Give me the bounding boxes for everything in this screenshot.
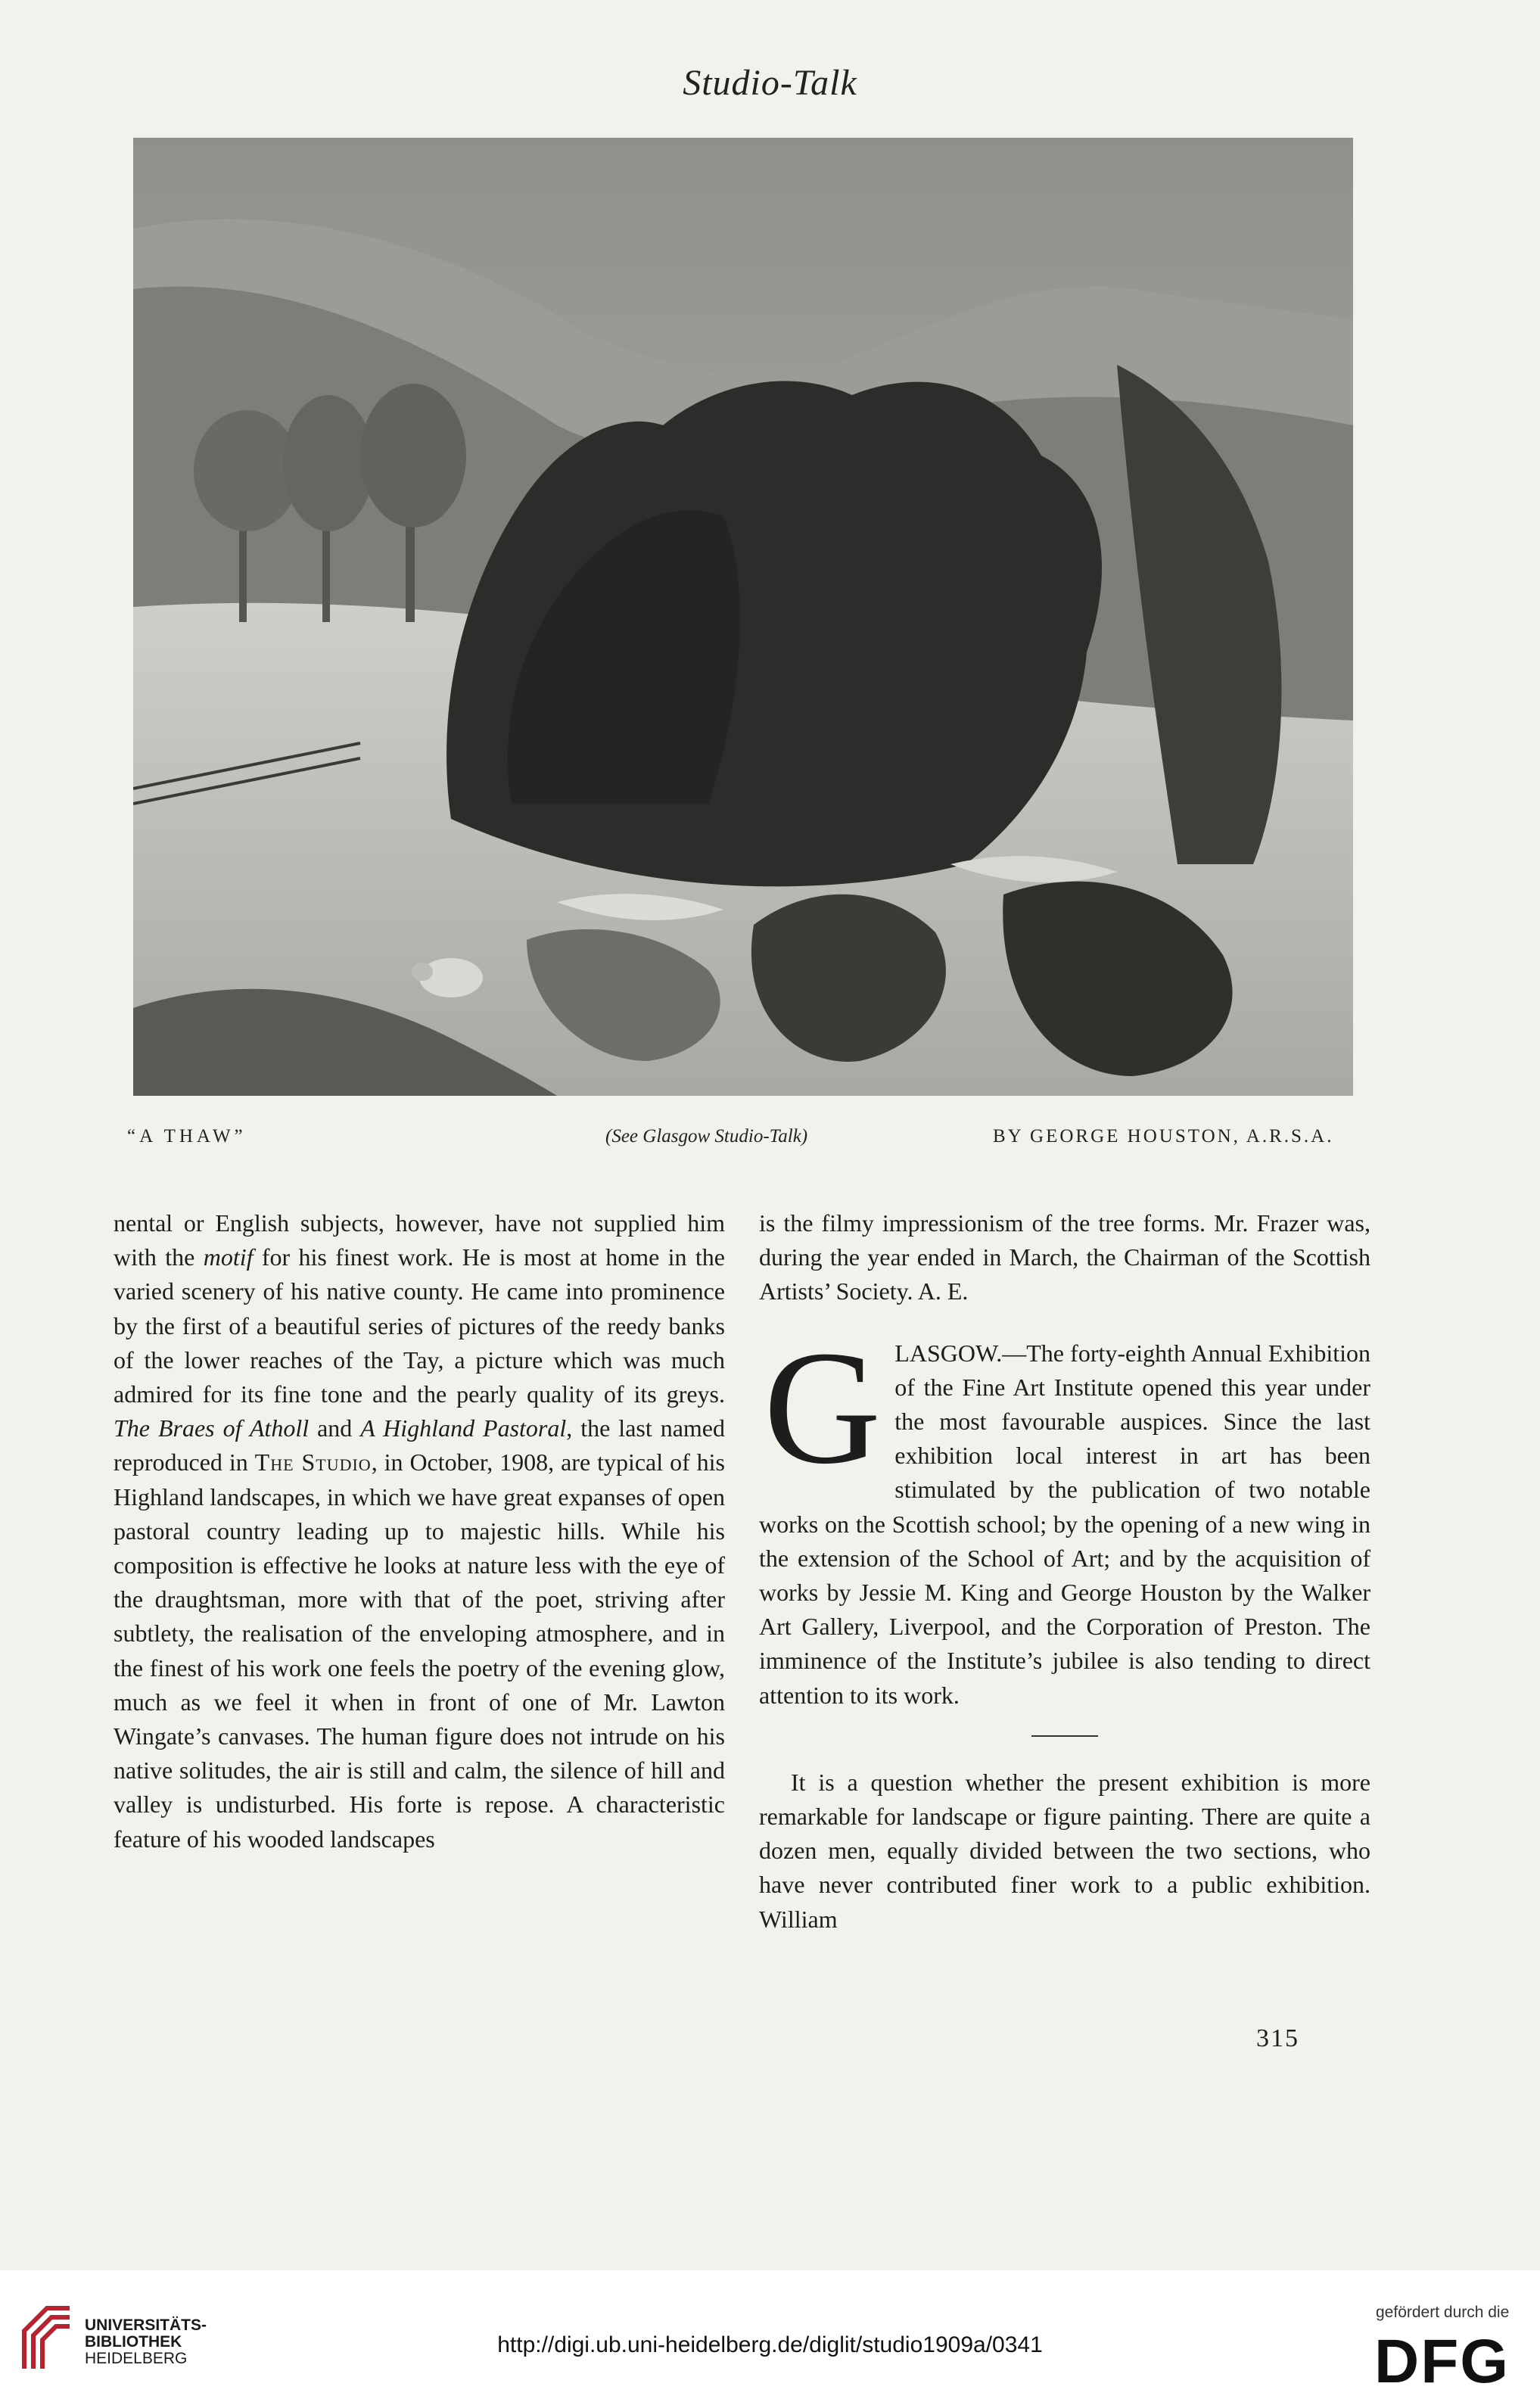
right-text-column — [759, 1206, 1370, 1937]
page-number: 315 — [1256, 2024, 1299, 2052]
dfg-logo: DFG — [1374, 2327, 1510, 2396]
section-divider — [1031, 1735, 1098, 1737]
plate-cross-reference: (See Glasgow Studio-Talk) — [605, 1126, 808, 1147]
landscape-plate-image — [133, 138, 1353, 1096]
right-paragraph-closing: is the filmy impressionism of the tree forms. Mr. Frazer was, during the year ended in March, the Chairman of the Scottish Artists’ Society. A. E. — [759, 1209, 1370, 1305]
winter-landscape-illustration — [133, 138, 1353, 1096]
library-name: UNIVERSITÄTS- BIBLIOTHEK HEIDELBERG — [85, 2316, 207, 2367]
plate-artist-credit: BY GEORGE HOUSTON, A.R.S.A. — [993, 1126, 1334, 1147]
drop-cap: G — [764, 1316, 882, 1498]
running-head: Studio-Talk — [683, 63, 857, 103]
glasgow-paragraph: GLASGOW.—The forty-eighth Annual Exhibition of the Fine Art Institute opened this year under the most favourable auspices. Since the last exhibition local interest in art has been stimulated by the publication of two notable works on the Scottish school; by the opening of a new wing in the extension of the School of Art; and by the acquisition of works by Jessie M. King and George Houston by the Walker Art Gallery, Liverpool, and the Corporation of Preston. The imminence of the Institute’s jubilee is also tending to direct attention to its work. — [759, 1316, 1370, 1709]
italic-motif: motif — [203, 1243, 254, 1271]
artwork-title: A Highland Pastoral — [360, 1414, 567, 1442]
funding-note: gefördert durch die — [1376, 2304, 1510, 2321]
left-text-column — [114, 1206, 725, 1856]
left-paragraph: nental or English subjects, however, have not supplied him with the motif for his finest work. He is most at home in the varied scenery of his native county. He came into prominence by the first of a beautiful series of pictures of the reedy banks of the lower reaches of the Tay, a picture which was much admired for its fine tone and the pearly quality of its greys. The Braes of Atholl and A Highland Pastoral, the last named reproduced in The Studio, in October, 1908, are typical of his Highland landscapes, in which we have great expanses of open pastoral country leading up to majestic hills. While his composition is effective he looks at nature less with the eye of the draughtsman, more with that of the poet, striving after subtlety, the realisation of the enveloping atmosphere, and in the finest of his work one feels the poetry of the evening glow, much as we feel it when in front of one of Mr. Lawton Wingate’s canvases. The human figure does not intrude on his native solitudes, the air is still and calm, the silence of hill and valley is undisturbed. His forte is repose. A characteristic feature of his wooded landscapes — [114, 1209, 726, 1853]
source-url-link[interactable]: http://digi.ub.uni-heidelberg.de/diglit/studio1909a/0341 — [497, 2332, 1043, 2357]
plate-title-caption: “A THAW” — [127, 1126, 247, 1147]
exhibition-paragraph: It is a question whether the present exhibition is more remarkable for landscape or figure painting. There are quite a dozen men, equally divided between the two sections, who have never contributed finer work to a public exhibition. William — [759, 1768, 1370, 1933]
artwork-title: The Braes of Atholl — [114, 1414, 310, 1442]
magazine-name: The Studio — [254, 1448, 372, 1476]
